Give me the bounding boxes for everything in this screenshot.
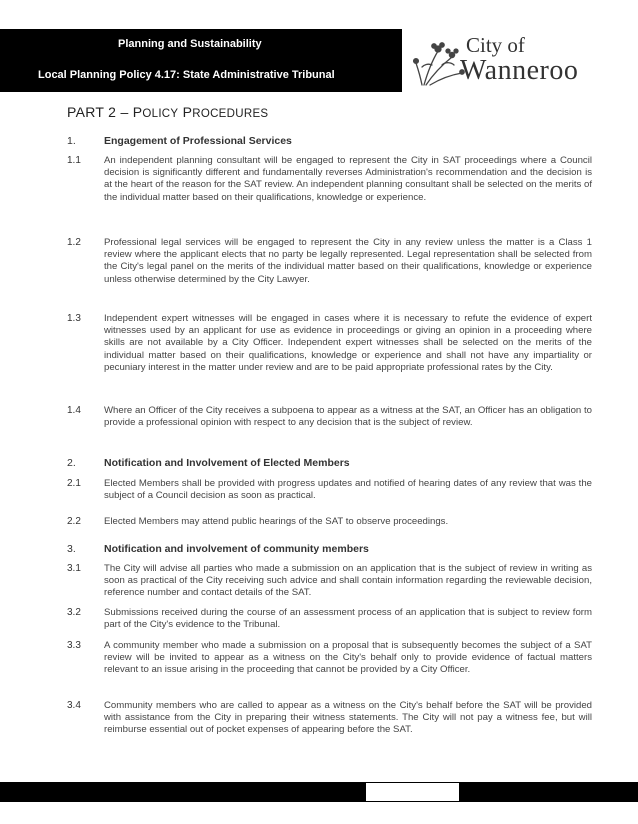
section-title: Notification and involvement of community members — [104, 543, 369, 555]
clause-number: 1.1 — [67, 155, 81, 166]
clause-text: The City will advise all parties who made a submission on an application that is the subject of review in writing as soon as practical of the City receiving such advice and shall contain information regarding the reviewable decision, reference number and contact details of the SAT. — [104, 563, 592, 599]
footer-band-right — [459, 783, 638, 801]
clause-number: 1.4 — [67, 405, 81, 416]
logo-name-text: Wanneroo — [460, 55, 579, 86]
clause-text: Professional legal services will be engaged to represent the City in any review unless the matter is a Class 1 review where the applicant elects that no party be legally represented. Legal representation shall be selected from the City's legal panel on the merits of the individual matter based on their qualifications, knowledge or experience unless otherwise determined by the City Lawyer. — [104, 237, 592, 285]
section-number: 1. — [67, 135, 76, 147]
logo-city-text: City of — [466, 33, 525, 57]
clause-text: Independent expert witnesses will be engaged in cases where it is necessary to refute the evidence of expert witnesses used by an applicant for use as evidence in proceedings or giving an opinion in a proceeding where skills are not available by a City Officer. Independent expert witnesses shall be selected on the merits of the individual matter based on their qualifications, knowledge or experience and shall not have any impartiality or pecuniary interest in the matter under review and are to be paid appropriate professional rates by the City. — [104, 313, 592, 373]
clause-number: 3.2 — [67, 607, 81, 618]
part-title-sc2: ROCEDURES — [192, 108, 269, 120]
clause-text: An independent planning consultant will be engaged to represent the City in SAT proceedings where a Council decision is significantly different and fundamentally reverses Administration's recommendation and the decision is at the heart of the reason for the SAT review. An independent planning consultant shall be selected on the merits of the individual matter based on their qualifications, knowledge or experience. — [104, 155, 592, 203]
header-policy-title: Local Planning Policy 4.17: State Administrative Tribunal — [38, 69, 335, 81]
clause-number: 3.4 — [67, 700, 81, 711]
footer-bottom-rule — [0, 801, 638, 802]
part-title-prefix: PART 2 – P — [67, 104, 143, 120]
clause-text: Elected Members may attend public hearings of the SAT to observe proceedings. — [104, 516, 449, 527]
section-number: 2. — [67, 457, 76, 469]
clause-number: 3.1 — [67, 563, 81, 574]
clause-text: Submissions received during the course of an assessment process of an application that is subject to review form part of the City's evidence to the Tribunal. — [104, 607, 592, 631]
clause-text: Community members who are called to appear as a witness on the City's behalf before the SAT will be provided with assistance from the City in preparing their witness statements. The City will not pay a witness fee, but will reimburse essential out of pocket expenses of appearing before the SAT. — [104, 700, 592, 736]
section-number: 3. — [67, 543, 76, 555]
part-title-mid: P — [178, 104, 193, 120]
clause-number: 3.3 — [67, 640, 81, 651]
footer-band-left — [0, 783, 366, 801]
clause-number: 1.2 — [67, 237, 81, 248]
clause-text: A community member who made a submission on a proposal that is subsequently becomes the subject of a SAT review will be invited to appear as a witness on the City's behalf only to provide evidence of factual matters relevant to an issue arising in the proceeding that cannot be provided by a City Officer. — [104, 640, 592, 676]
section-title: Notification and Involvement of Elected Members — [104, 457, 350, 469]
clause-number: 2.1 — [67, 478, 81, 489]
part-title-sc1: OLICY — [142, 108, 179, 120]
header-department-title: Planning and Sustainability — [118, 38, 262, 50]
city-logo — [402, 29, 638, 92]
clause-number: 1.3 — [67, 313, 81, 324]
section-title: Engagement of Professional Services — [104, 135, 292, 147]
part-title — [67, 104, 268, 120]
clause-number: 2.2 — [67, 516, 81, 527]
clause-text: Where an Officer of the City receives a subpoena to appear as a witness at the SAT, an Officer has an obligation to provide a professional opinion with respect to any decision that is the subject of review. — [104, 405, 592, 429]
clause-text: Elected Members shall be provided with progress updates and notified of hearing dates of any review that was the subject of a Council decision as soon as practical. — [104, 478, 592, 502]
